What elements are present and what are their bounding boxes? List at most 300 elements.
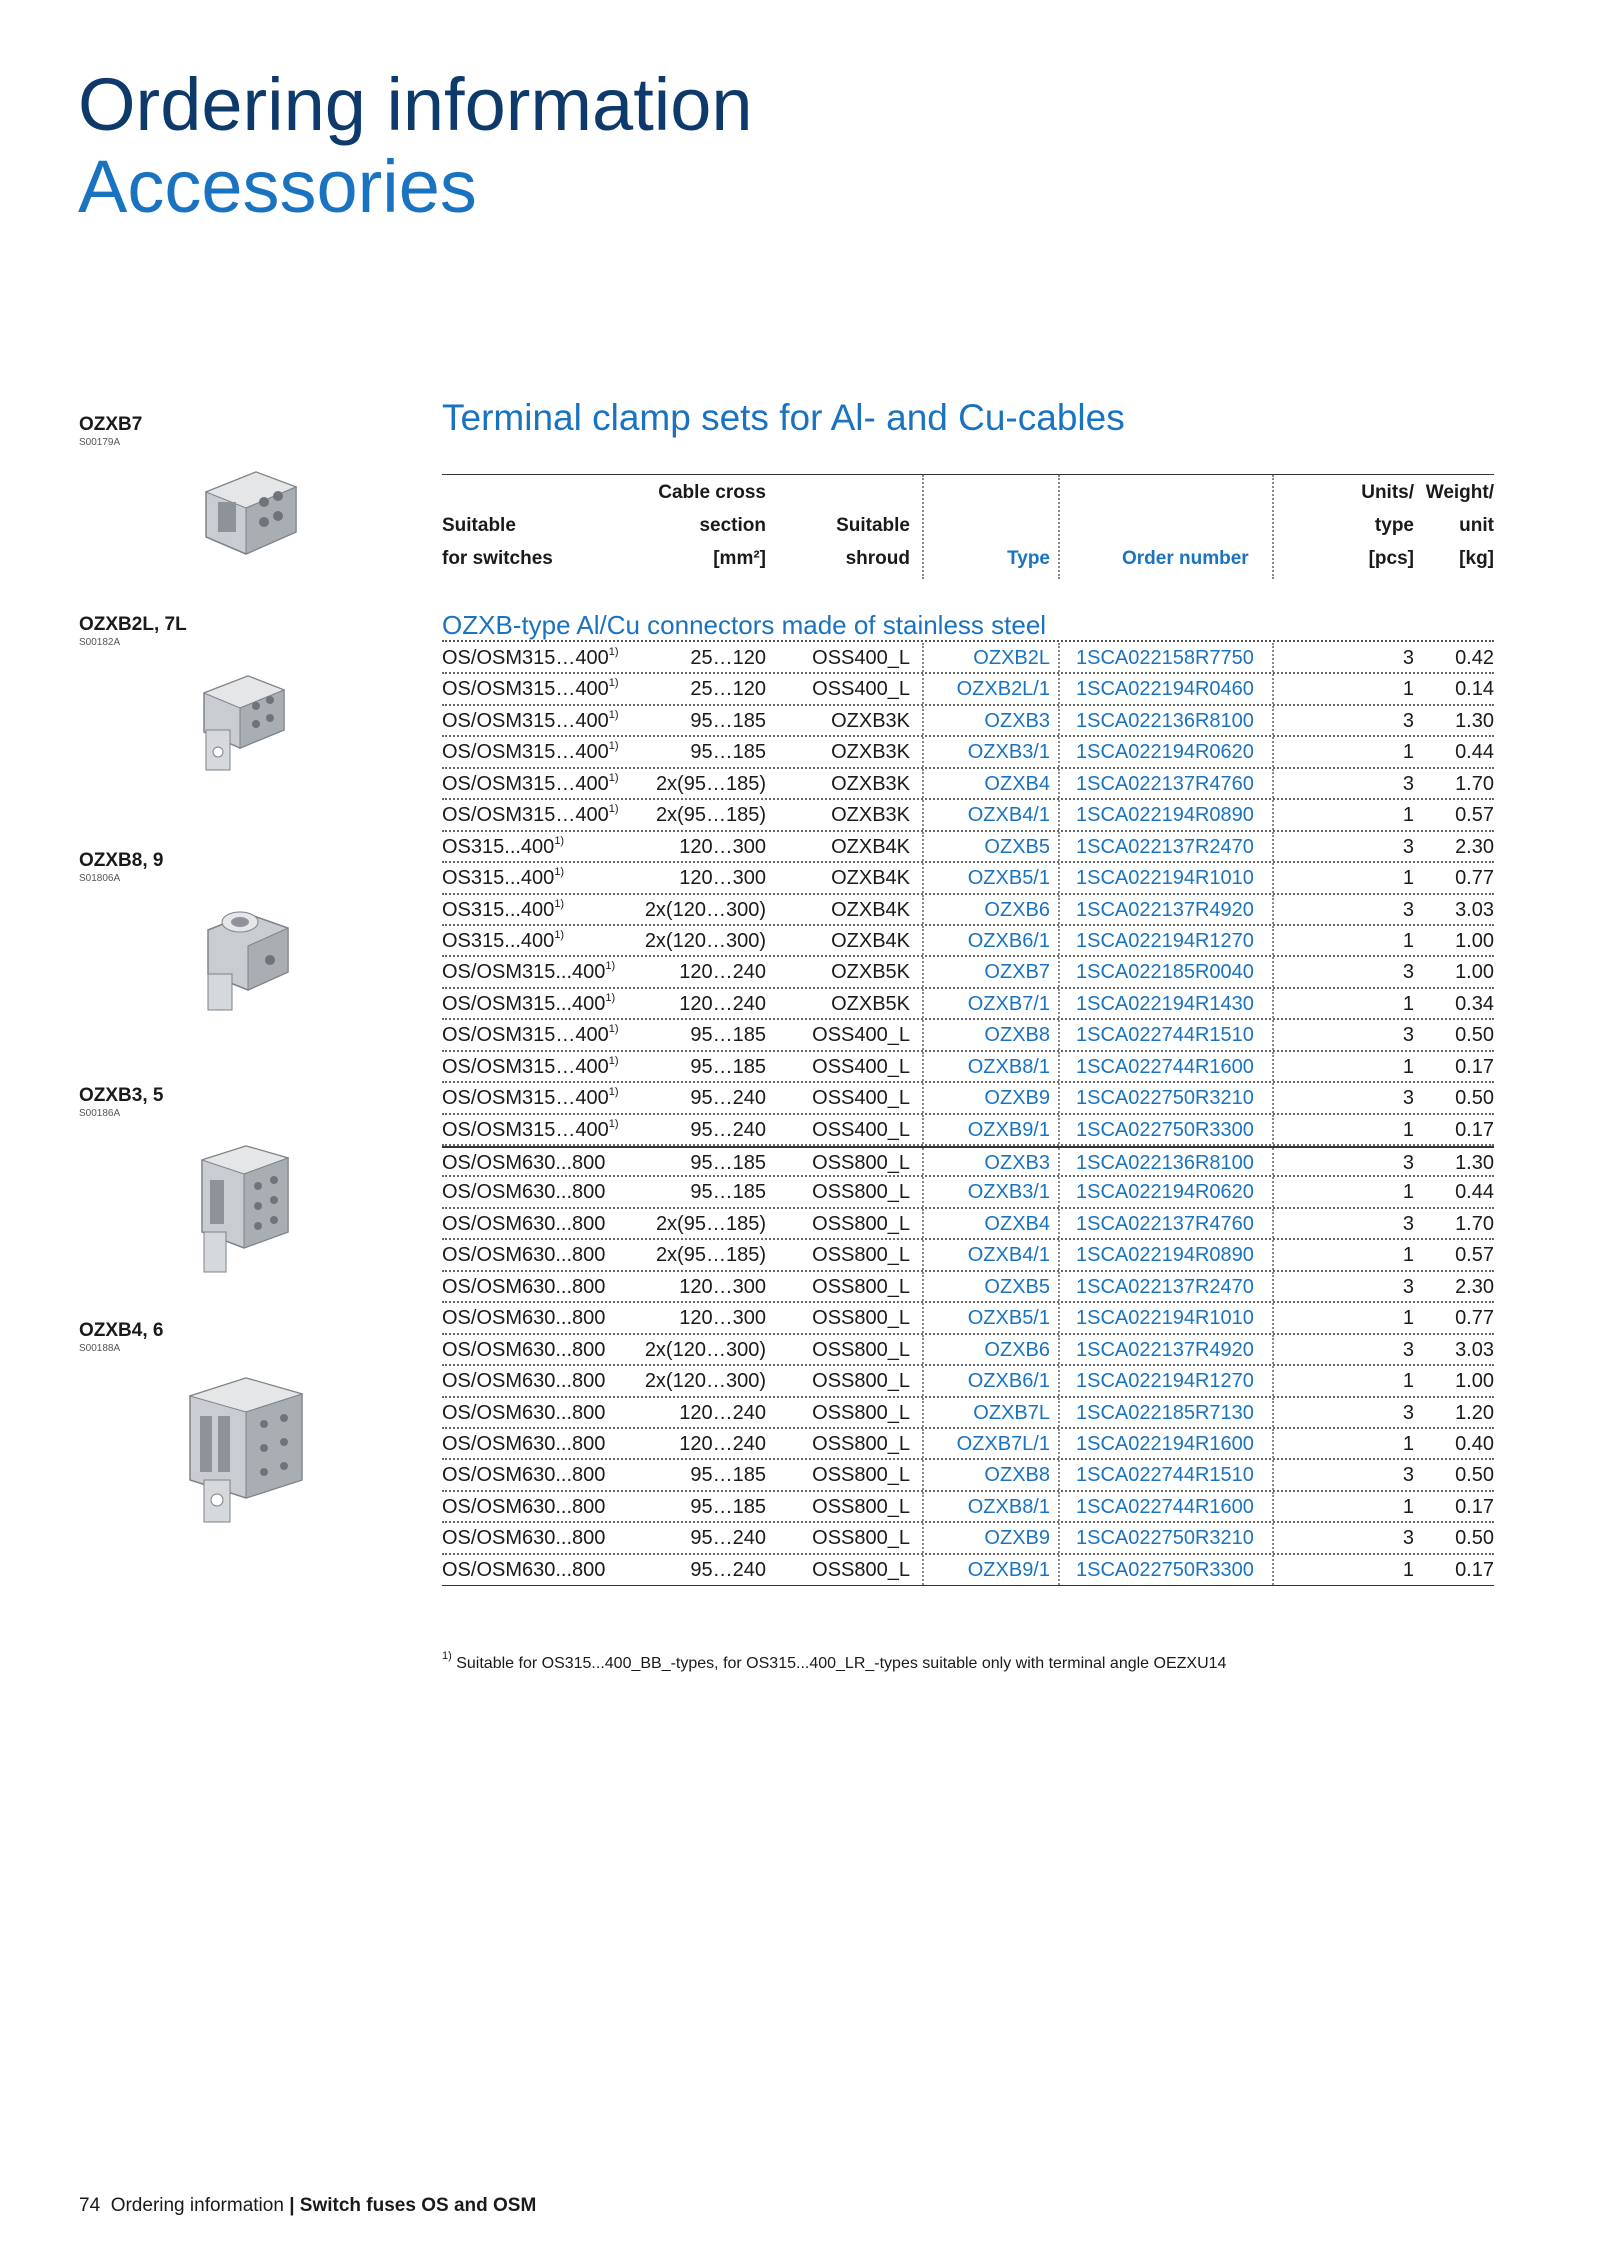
column-divider bbox=[922, 1523, 924, 1552]
cell-weight: 1.00 bbox=[1455, 929, 1494, 952]
switches-text: OS/OSM315…400 bbox=[442, 709, 609, 732]
table-row bbox=[442, 926, 1494, 957]
column-divider bbox=[1272, 1429, 1274, 1458]
page-title-line1: Ordering information bbox=[78, 63, 753, 146]
switches-text: OS315...400 bbox=[442, 929, 555, 952]
cell-units: 3 bbox=[1402, 835, 1414, 858]
cell-units: 1 bbox=[1402, 867, 1414, 890]
cell-order-number: 1SCA022194R0460 bbox=[1076, 678, 1254, 701]
column-divider bbox=[922, 1209, 924, 1238]
switches-text: OS315...400 bbox=[442, 867, 555, 890]
footnote bbox=[442, 1650, 1227, 1673]
cell-switches bbox=[442, 863, 564, 893]
cell-order-number: 1SCA022137R4760 bbox=[1076, 772, 1254, 795]
header-order-number: Order number bbox=[1122, 548, 1249, 569]
switches-text: OS/OSM630...800 bbox=[442, 1181, 606, 1204]
footnote-ref: 1) bbox=[554, 834, 565, 847]
column-divider bbox=[1272, 800, 1274, 829]
footnote-ref: 1) bbox=[605, 991, 616, 1004]
cell-cable-section: 120…240 bbox=[679, 961, 766, 984]
cell-units: 1 bbox=[1402, 992, 1414, 1015]
cell-cable-section: 120…240 bbox=[679, 992, 766, 1015]
cell-weight: 0.50 bbox=[1455, 1024, 1494, 1047]
cell-units: 1 bbox=[1402, 1558, 1414, 1581]
cell-order-number: 1SCA022185R7130 bbox=[1076, 1401, 1254, 1424]
column-divider bbox=[1058, 1303, 1060, 1332]
header-shroud-1: Suitable bbox=[836, 515, 910, 536]
cell-switches bbox=[442, 926, 564, 956]
switches-text: OS/OSM630...800 bbox=[442, 1558, 606, 1581]
cell-weight: 0.42 bbox=[1455, 647, 1494, 669]
cell-shroud: OZXB5K bbox=[831, 992, 910, 1015]
switches-text: OS/OSM315...400 bbox=[442, 992, 606, 1015]
switches-text: OS/OSM315…400 bbox=[442, 1024, 609, 1047]
table-row bbox=[442, 769, 1494, 800]
cell-shroud: OSS800_L bbox=[812, 1338, 910, 1361]
cell-shroud: OSS400_L bbox=[812, 1118, 910, 1141]
cell-cable-section: 95…240 bbox=[690, 1527, 766, 1550]
switches-text: OS/OSM315…400 bbox=[442, 1055, 609, 1078]
product-code: S00186A bbox=[79, 1108, 121, 1119]
cell-switches bbox=[442, 1303, 605, 1333]
column-divider bbox=[1272, 1303, 1274, 1332]
cell-order-number: 1SCA022158R7750 bbox=[1076, 647, 1254, 669]
column-divider bbox=[1058, 737, 1060, 766]
column-divider bbox=[1272, 1083, 1274, 1112]
cell-shroud: OSS400_L bbox=[812, 1087, 910, 1110]
cell-order-number: 1SCA022750R3210 bbox=[1076, 1527, 1254, 1550]
cell-order-number: 1SCA022194R1010 bbox=[1076, 867, 1254, 890]
table-row bbox=[442, 1083, 1494, 1114]
column-divider bbox=[1058, 1366, 1060, 1395]
cell-units: 3 bbox=[1402, 772, 1414, 795]
header-divider bbox=[1272, 475, 1274, 579]
cell-cable-section: 120…300 bbox=[679, 867, 766, 890]
footnote-ref: 1) bbox=[608, 1086, 619, 1099]
cell-shroud: OSS400_L bbox=[812, 678, 910, 701]
sidebar-item-ozxb3-5 bbox=[79, 1085, 163, 1121]
column-divider bbox=[1272, 1020, 1274, 1049]
switches-text: OS/OSM630...800 bbox=[442, 1495, 606, 1518]
table-row bbox=[442, 1146, 1494, 1177]
column-divider bbox=[1058, 926, 1060, 955]
product-name: OZXB3, 5 bbox=[79, 1085, 164, 1106]
footnote-ref: 1) bbox=[608, 740, 619, 753]
cell-switches bbox=[442, 643, 619, 673]
cell-order-number: 1SCA022137R2470 bbox=[1076, 1275, 1254, 1298]
header-weight-2: unit bbox=[1459, 515, 1494, 536]
header-switches-1: Suitable bbox=[442, 515, 516, 536]
switches-text: OS/OSM315…400 bbox=[442, 741, 609, 764]
table-row bbox=[442, 674, 1494, 705]
cell-shroud: OZXB4K bbox=[831, 835, 910, 858]
cell-type: OZXB6/1 bbox=[967, 929, 1050, 952]
header-switches-2: for switches bbox=[442, 548, 553, 569]
cell-weight: 1.00 bbox=[1455, 961, 1494, 984]
cell-type: OZXB6 bbox=[984, 1338, 1050, 1361]
cell-units: 3 bbox=[1402, 898, 1414, 921]
cell-cable-section: 2x(120…300) bbox=[644, 898, 766, 921]
cell-units: 1 bbox=[1402, 929, 1414, 952]
cell-switches bbox=[442, 1523, 605, 1553]
cell-units: 3 bbox=[1402, 1527, 1414, 1550]
cell-shroud: OSS800_L bbox=[812, 1558, 910, 1581]
cell-order-number: 1SCA022137R4760 bbox=[1076, 1212, 1254, 1235]
cell-weight: 1.00 bbox=[1455, 1370, 1494, 1393]
cell-order-number: 1SCA022194R0890 bbox=[1076, 1244, 1254, 1267]
cell-type: OZXB3 bbox=[984, 709, 1050, 732]
footnote-ref: 1) bbox=[554, 928, 565, 941]
cell-order-number: 1SCA022194R1270 bbox=[1076, 1370, 1254, 1393]
cell-cable-section: 95…185 bbox=[690, 1495, 766, 1518]
cell-order-number: 1SCA022744R1510 bbox=[1076, 1024, 1254, 1047]
cell-switches bbox=[442, 1398, 605, 1428]
cell-weight: 0.77 bbox=[1455, 1307, 1494, 1330]
column-divider bbox=[922, 1020, 924, 1049]
column-divider bbox=[1272, 1523, 1274, 1552]
footnote-mark: 1) bbox=[442, 1650, 452, 1662]
switches-text: OS/OSM630...800 bbox=[442, 1432, 606, 1455]
column-divider bbox=[1272, 1460, 1274, 1489]
cell-switches bbox=[442, 1148, 605, 1178]
column-divider bbox=[1058, 1148, 1060, 1175]
cell-weight: 0.14 bbox=[1455, 678, 1494, 701]
cell-units: 1 bbox=[1402, 1244, 1414, 1267]
cell-weight: 3.03 bbox=[1455, 1338, 1494, 1361]
cell-weight: 0.17 bbox=[1455, 1055, 1494, 1078]
column-divider bbox=[922, 706, 924, 735]
cell-type: OZXB2L/1 bbox=[956, 678, 1050, 701]
table-row bbox=[442, 863, 1494, 894]
cell-shroud: OSS800_L bbox=[812, 1212, 910, 1235]
cell-shroud: OZXB5K bbox=[831, 961, 910, 984]
column-divider bbox=[922, 1492, 924, 1521]
table-header bbox=[442, 474, 1494, 579]
header-units-1: Units/ bbox=[1361, 482, 1414, 503]
cell-switches bbox=[442, 737, 619, 767]
cell-cable-section: 95…185 bbox=[690, 709, 766, 732]
table-row bbox=[442, 1240, 1494, 1271]
cell-switches bbox=[442, 674, 619, 704]
cell-weight: 2.30 bbox=[1455, 1275, 1494, 1298]
table-row bbox=[442, 1272, 1494, 1303]
column-divider bbox=[1272, 1398, 1274, 1427]
header-divider bbox=[1058, 475, 1060, 579]
cell-type: OZXB5 bbox=[984, 1275, 1050, 1298]
column-divider bbox=[1058, 1523, 1060, 1552]
table-row bbox=[442, 1366, 1494, 1397]
footnote-text: Suitable for OS315...400_BB_-types, for OS315...400_LR_-types suitable only with terminal angle OEZXU14 bbox=[456, 1655, 1227, 1672]
cell-cable-section: 95…185 bbox=[690, 1024, 766, 1047]
product-code: S00179A bbox=[79, 437, 121, 448]
column-divider bbox=[1058, 1460, 1060, 1489]
cell-shroud: OSS800_L bbox=[812, 1244, 910, 1267]
cell-order-number: 1SCA022744R1600 bbox=[1076, 1495, 1254, 1518]
cell-switches bbox=[442, 769, 619, 799]
footer-product: Switch fuses OS and OSM bbox=[299, 2195, 537, 2216]
cell-cable-section: 2x(120…300) bbox=[644, 1370, 766, 1393]
column-divider bbox=[922, 1177, 924, 1206]
table-row bbox=[442, 1460, 1494, 1491]
column-divider bbox=[1058, 1240, 1060, 1269]
table-row bbox=[442, 1555, 1494, 1586]
switches-text: OS/OSM630...800 bbox=[442, 1464, 606, 1487]
column-divider bbox=[922, 1398, 924, 1427]
switches-text: OS/OSM630...800 bbox=[442, 1275, 606, 1298]
cell-order-number: 1SCA022744R1600 bbox=[1076, 1055, 1254, 1078]
column-divider bbox=[1272, 769, 1274, 798]
cell-weight: 3.03 bbox=[1455, 898, 1494, 921]
switches-text: OS/OSM630...800 bbox=[442, 1370, 606, 1393]
cell-units: 1 bbox=[1402, 1432, 1414, 1455]
cell-switches bbox=[442, 989, 615, 1019]
cell-units: 1 bbox=[1402, 741, 1414, 764]
cell-shroud: OZXB3K bbox=[831, 741, 910, 764]
column-divider bbox=[1058, 769, 1060, 798]
cell-shroud: OSS800_L bbox=[812, 1370, 910, 1393]
cell-cable-section: 2x(95…185) bbox=[655, 1244, 766, 1267]
product-code: S00182A bbox=[79, 637, 121, 648]
section-title: Terminal clamp sets for Al- and Cu-cables bbox=[442, 397, 1125, 438]
switches-text: OS/OSM630...800 bbox=[442, 1527, 606, 1550]
column-divider bbox=[1058, 1555, 1060, 1585]
column-divider bbox=[922, 1366, 924, 1395]
cell-cable-section: 120…300 bbox=[679, 1307, 766, 1330]
cell-units: 3 bbox=[1402, 1464, 1414, 1487]
column-divider bbox=[922, 1148, 924, 1175]
cell-type: OZXB4/1 bbox=[967, 804, 1050, 827]
cell-switches bbox=[442, 1177, 605, 1207]
cell-cable-section: 120…240 bbox=[679, 1432, 766, 1455]
cell-units: 3 bbox=[1402, 961, 1414, 984]
header-weight-1: Weight/ bbox=[1425, 482, 1494, 503]
column-divider bbox=[922, 1429, 924, 1458]
cell-type: OZXB3/1 bbox=[967, 741, 1050, 764]
column-divider bbox=[1272, 1492, 1274, 1521]
column-divider bbox=[1058, 706, 1060, 735]
cell-cable-section: 95…240 bbox=[690, 1087, 766, 1110]
cell-type: OZXB8 bbox=[984, 1024, 1050, 1047]
page-number: 74 bbox=[79, 2195, 101, 2216]
footnote-ref: 1) bbox=[608, 771, 619, 784]
cell-shroud: OZXB3K bbox=[831, 709, 910, 732]
column-divider bbox=[1272, 674, 1274, 703]
column-divider bbox=[1058, 895, 1060, 924]
cell-weight: 0.17 bbox=[1455, 1118, 1494, 1141]
cell-units: 1 bbox=[1402, 678, 1414, 701]
cell-switches bbox=[442, 706, 619, 736]
column-divider bbox=[922, 674, 924, 703]
column-divider bbox=[1058, 1209, 1060, 1238]
cell-weight: 2.30 bbox=[1455, 835, 1494, 858]
cell-order-number: 1SCA022194R0620 bbox=[1076, 741, 1254, 764]
table-row bbox=[442, 989, 1494, 1020]
column-divider bbox=[1058, 1177, 1060, 1206]
column-divider bbox=[1058, 957, 1060, 986]
cell-order-number: 1SCA022194R1270 bbox=[1076, 929, 1254, 952]
cell-units: 1 bbox=[1402, 1307, 1414, 1330]
cell-units: 3 bbox=[1402, 1212, 1414, 1235]
cell-order-number: 1SCA022194R1010 bbox=[1076, 1307, 1254, 1330]
page-title-line2: Accessories bbox=[78, 145, 477, 228]
column-divider bbox=[1058, 1020, 1060, 1049]
cell-weight: 1.30 bbox=[1455, 1152, 1494, 1174]
switches-text: OS315...400 bbox=[442, 835, 555, 858]
column-divider bbox=[1058, 832, 1060, 861]
cell-type: OZXB4/1 bbox=[967, 1244, 1050, 1267]
column-divider bbox=[1058, 1272, 1060, 1301]
table-row bbox=[442, 1052, 1494, 1083]
column-divider bbox=[1272, 1335, 1274, 1364]
switches-text: OS/OSM630...800 bbox=[442, 1307, 606, 1330]
column-divider bbox=[922, 1460, 924, 1489]
table-row bbox=[442, 832, 1494, 863]
table-row bbox=[442, 1398, 1494, 1429]
column-divider bbox=[1058, 800, 1060, 829]
column-divider bbox=[1058, 863, 1060, 892]
cell-weight: 0.57 bbox=[1455, 1244, 1494, 1267]
cell-type: OZXB9 bbox=[984, 1527, 1050, 1550]
cell-cable-section: 25…120 bbox=[690, 647, 766, 669]
column-divider bbox=[1058, 643, 1060, 672]
table-row bbox=[442, 895, 1494, 926]
cell-weight: 1.30 bbox=[1455, 709, 1494, 732]
switches-text: OS/OSM630...800 bbox=[442, 1338, 606, 1361]
sidebar-item-ozxb2l-7l bbox=[79, 614, 187, 650]
footer-section: Ordering information bbox=[110, 2195, 284, 2216]
cell-type: OZXB5/1 bbox=[967, 1307, 1050, 1330]
cell-cable-section: 120…300 bbox=[679, 1275, 766, 1298]
cell-type: OZXB5/1 bbox=[967, 867, 1050, 890]
cell-weight: 0.44 bbox=[1455, 741, 1494, 764]
cell-shroud: OZXB3K bbox=[831, 804, 910, 827]
cell-units: 1 bbox=[1402, 1370, 1414, 1393]
cell-shroud: OZXB4K bbox=[831, 929, 910, 952]
group-divider bbox=[442, 640, 1494, 642]
footnote-ref: 1) bbox=[608, 1117, 619, 1130]
cell-cable-section: 2x(95…185) bbox=[655, 1212, 766, 1235]
cell-type: OZXB9/1 bbox=[967, 1558, 1050, 1581]
clamp-ozxb8-image bbox=[200, 900, 296, 1018]
cell-type: OZXB6 bbox=[984, 898, 1050, 921]
cell-type: OZXB7/1 bbox=[967, 992, 1050, 1015]
cell-cable-section: 95…185 bbox=[690, 1152, 766, 1174]
cell-shroud: OSS400_L bbox=[812, 1024, 910, 1047]
cell-switches bbox=[442, 895, 564, 925]
cell-order-number: 1SCA022744R1510 bbox=[1076, 1464, 1254, 1487]
column-divider bbox=[922, 769, 924, 798]
cell-cable-section: 25…120 bbox=[690, 678, 766, 701]
cell-units: 3 bbox=[1402, 1401, 1414, 1424]
table-row bbox=[442, 1429, 1494, 1460]
cell-shroud: OSS400_L bbox=[812, 647, 910, 669]
column-divider bbox=[1272, 1177, 1274, 1206]
column-divider bbox=[1272, 957, 1274, 986]
footnote-ref: 1) bbox=[554, 897, 565, 910]
column-divider bbox=[922, 1303, 924, 1332]
column-divider bbox=[922, 832, 924, 861]
cell-switches bbox=[442, 1083, 619, 1113]
product-name: OZXB8, 9 bbox=[79, 850, 164, 871]
cell-switches bbox=[442, 1115, 619, 1145]
clamp-ozxb4-image bbox=[184, 1372, 308, 1528]
cell-cable-section: 2x(120…300) bbox=[644, 1338, 766, 1361]
cell-shroud: OSS800_L bbox=[812, 1181, 910, 1204]
cell-units: 1 bbox=[1402, 1181, 1414, 1204]
sidebar-item-ozxb7 bbox=[79, 414, 142, 450]
cell-cable-section: 95…240 bbox=[690, 1118, 766, 1141]
column-divider bbox=[1058, 674, 1060, 703]
cell-units: 3 bbox=[1402, 647, 1414, 669]
switches-text: OS/OSM630...800 bbox=[442, 1244, 606, 1267]
cell-shroud: OSS800_L bbox=[812, 1401, 910, 1424]
cell-cable-section: 2x(95…185) bbox=[655, 804, 766, 827]
cell-units: 3 bbox=[1402, 1152, 1414, 1174]
cell-units: 1 bbox=[1402, 804, 1414, 827]
footnote-ref: 1) bbox=[608, 1054, 619, 1067]
column-divider bbox=[1058, 1083, 1060, 1112]
table-row bbox=[442, 737, 1494, 768]
switches-text: OS/OSM315…400 bbox=[442, 1118, 609, 1141]
cell-switches bbox=[442, 1335, 605, 1365]
column-divider bbox=[922, 1115, 924, 1144]
cell-type: OZXB3/1 bbox=[967, 1181, 1050, 1204]
cell-cable-section: 95…185 bbox=[690, 1055, 766, 1078]
cell-units: 1 bbox=[1402, 1495, 1414, 1518]
sidebar-item-ozxb4-6 bbox=[79, 1320, 163, 1356]
cell-type: OZXB7L bbox=[973, 1401, 1050, 1424]
column-divider bbox=[1058, 1052, 1060, 1081]
cell-type: OZXB4 bbox=[984, 772, 1050, 795]
table-row bbox=[442, 643, 1494, 674]
cell-cable-section: 95…185 bbox=[690, 741, 766, 764]
cell-switches bbox=[442, 1429, 605, 1459]
product-code: S01806A bbox=[79, 873, 121, 884]
switches-text: OS/OSM315...400 bbox=[442, 961, 606, 984]
product-name: OZXB2L, 7L bbox=[79, 614, 187, 635]
column-divider bbox=[922, 800, 924, 829]
column-divider bbox=[1272, 832, 1274, 861]
product-name: OZXB7 bbox=[79, 414, 143, 435]
cell-units: 3 bbox=[1402, 1275, 1414, 1298]
cell-type: OZXB2L bbox=[973, 647, 1050, 669]
cell-order-number: 1SCA022750R3210 bbox=[1076, 1087, 1254, 1110]
cell-weight: 0.50 bbox=[1455, 1087, 1494, 1110]
header-cross-3: [mm²] bbox=[713, 548, 766, 569]
footnote-ref: 1) bbox=[554, 866, 565, 879]
switches-text: OS/OSM315…400 bbox=[442, 678, 609, 701]
column-divider bbox=[1272, 895, 1274, 924]
cell-order-number: 1SCA022185R0040 bbox=[1076, 961, 1254, 984]
column-divider bbox=[1058, 1398, 1060, 1427]
cell-weight: 0.17 bbox=[1455, 1495, 1494, 1518]
cell-type: OZXB4 bbox=[984, 1212, 1050, 1235]
cell-type: OZXB3 bbox=[984, 1152, 1050, 1174]
cell-shroud: OSS800_L bbox=[812, 1527, 910, 1550]
cell-order-number: 1SCA022136R8100 bbox=[1076, 1152, 1254, 1174]
column-divider bbox=[922, 1240, 924, 1269]
column-divider bbox=[1272, 989, 1274, 1018]
cell-type: OZXB5 bbox=[984, 835, 1050, 858]
switches-text: OS/OSM630...800 bbox=[442, 1401, 606, 1424]
column-divider bbox=[922, 863, 924, 892]
table-row bbox=[442, 1492, 1494, 1523]
cell-type: OZXB9 bbox=[984, 1087, 1050, 1110]
header-type: Type bbox=[1007, 548, 1050, 569]
cell-shroud: OSS800_L bbox=[812, 1432, 910, 1455]
cell-shroud: OZXB4K bbox=[831, 898, 910, 921]
cell-order-number: 1SCA022194R1430 bbox=[1076, 992, 1254, 1015]
